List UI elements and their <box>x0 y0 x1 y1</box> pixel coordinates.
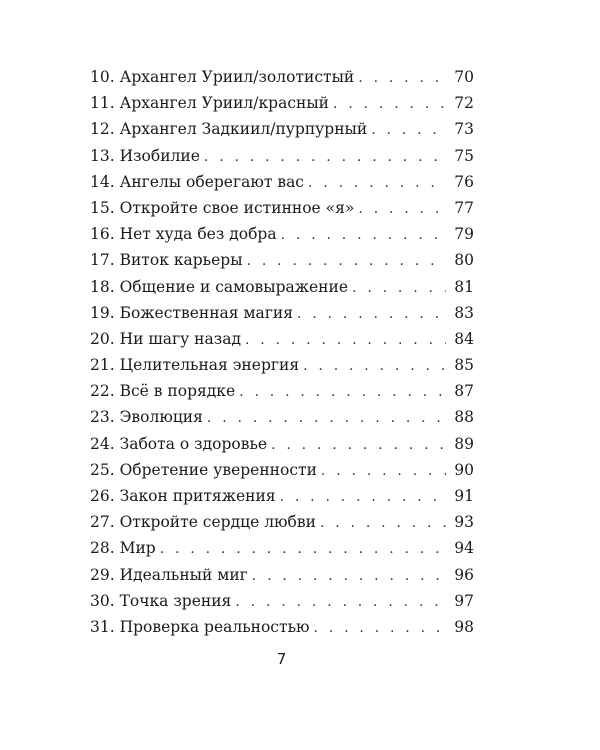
toc-entry <box>90 352 474 378</box>
toc-entry <box>90 221 474 247</box>
toc-entry-page: 85 <box>454 356 474 375</box>
toc-leader-dots <box>239 379 446 405</box>
toc-entry <box>90 90 474 116</box>
page-number: 7 <box>276 650 287 668</box>
toc-leader-dots <box>321 458 446 484</box>
toc-entry-page: 79 <box>454 225 474 244</box>
toc-entry-title: 17. Виток карьеры <box>90 251 243 270</box>
toc-leader-dots <box>204 144 446 170</box>
toc-entry <box>90 562 474 588</box>
toc-leader-dots <box>281 222 446 248</box>
toc-entry-page: 97 <box>454 591 474 610</box>
toc-leader-dots <box>314 615 447 641</box>
toc-entry-page: 94 <box>454 539 474 558</box>
toc-entry-page: 76 <box>454 172 474 191</box>
toc-entry-title: 19. Божественная магия <box>90 303 294 322</box>
toc-entry <box>90 64 474 90</box>
toc-entry-title: 14. Ангелы оберегают вас <box>90 172 304 191</box>
toc-entry-page: 77 <box>454 198 474 217</box>
toc-leader-dots <box>358 196 446 222</box>
toc-entry <box>90 143 474 169</box>
toc-entry-title: 15. Откройте свое истинное «я» <box>90 198 355 217</box>
toc-leader-dots <box>245 327 446 353</box>
toc-leader-dots <box>352 275 446 301</box>
toc-entry-title: 29. Идеальный миг <box>90 565 248 584</box>
toc-entry-title: 26. Закон притяжения <box>90 487 276 505</box>
toc-entry-page: 98 <box>454 617 474 636</box>
toc-entry <box>90 116 474 142</box>
toc-entry <box>90 614 474 640</box>
toc-entry <box>90 588 474 614</box>
toc-leader-dots <box>252 563 446 589</box>
toc-entry-title: 18. Общение и самовыражение <box>90 277 349 296</box>
toc-leader-dots <box>207 405 446 431</box>
toc-entry-page: 81 <box>454 277 474 296</box>
toc-entry-title: 13. Изобилие <box>90 146 200 165</box>
toc-leader-dots <box>235 589 446 615</box>
toc-leader-dots <box>358 65 446 91</box>
toc-entry-title: 22. Всё в порядке <box>90 382 236 401</box>
toc-entry-title: 30. Точка зрения <box>90 591 232 610</box>
toc-leader-dots <box>308 170 446 196</box>
toc-entry <box>90 509 474 535</box>
toc-leader-dots <box>297 301 446 327</box>
toc-entry-page: 90 <box>454 460 474 479</box>
toc-entry-title: 16. Нет худа без добра <box>90 225 277 244</box>
toc-entry-page: 80 <box>454 251 474 270</box>
toc-entry-title: 21. Целительная энергия <box>90 356 300 375</box>
toc-entry-page: 91 <box>454 487 474 505</box>
toc-entry <box>90 195 474 221</box>
toc-entry-page: 73 <box>454 120 474 139</box>
toc-entry <box>90 457 474 483</box>
toc-entry <box>90 247 474 273</box>
toc-entry-page: 93 <box>454 513 474 532</box>
toc-leader-dots <box>247 248 446 274</box>
toc-entry <box>90 169 474 195</box>
toc-entry-page: 84 <box>454 329 474 348</box>
toc-entry <box>90 431 474 457</box>
toc-leader-dots <box>371 117 446 143</box>
toc-entry-page: 75 <box>454 146 474 165</box>
toc-entry-title: 11. Архангел Уриил/красный <box>90 94 330 113</box>
table-of-contents <box>90 64 474 640</box>
toc-entry <box>90 483 474 509</box>
toc-entry-title: 20. Ни шагу назад <box>90 329 241 348</box>
toc-leader-dots <box>280 484 446 510</box>
toc-leader-dots <box>333 91 446 117</box>
toc-entry-page: 72 <box>454 94 474 113</box>
toc-leader-dots <box>160 536 446 562</box>
toc-entry-title: 12. Архангел Задкиил/пурпурный <box>90 120 368 139</box>
toc-entry-title: 28. Мир <box>90 539 156 558</box>
toc-leader-dots <box>303 353 446 379</box>
toc-entry-title: 27. Откройте сердце любви <box>90 513 316 532</box>
toc-entry-page: 96 <box>454 565 474 584</box>
toc-entry-page: 83 <box>454 303 474 322</box>
toc-entry-title: 31. Проверка реальностью <box>90 617 310 636</box>
toc-entry <box>90 274 474 300</box>
toc-entry-title: 25. Обретение уверенности <box>90 460 317 479</box>
toc-entry <box>90 326 474 352</box>
toc-entry <box>90 378 474 404</box>
toc-entry-page: 70 <box>454 68 474 86</box>
toc-entry <box>90 300 474 326</box>
toc-entry-title: 10. Архангел Уриил/золотистый <box>90 68 355 86</box>
toc-leader-dots <box>320 510 446 536</box>
toc-entry-page: 89 <box>454 434 474 453</box>
toc-entry-title: 23. Эволюция <box>90 408 203 427</box>
toc-entry <box>90 535 474 561</box>
toc-entry-title: 24. Забота о здоровье <box>90 434 268 453</box>
toc-leader-dots <box>271 432 446 458</box>
toc-entry-page: 88 <box>454 408 474 427</box>
toc-entry <box>90 404 474 430</box>
toc-entry-page: 87 <box>454 382 474 401</box>
